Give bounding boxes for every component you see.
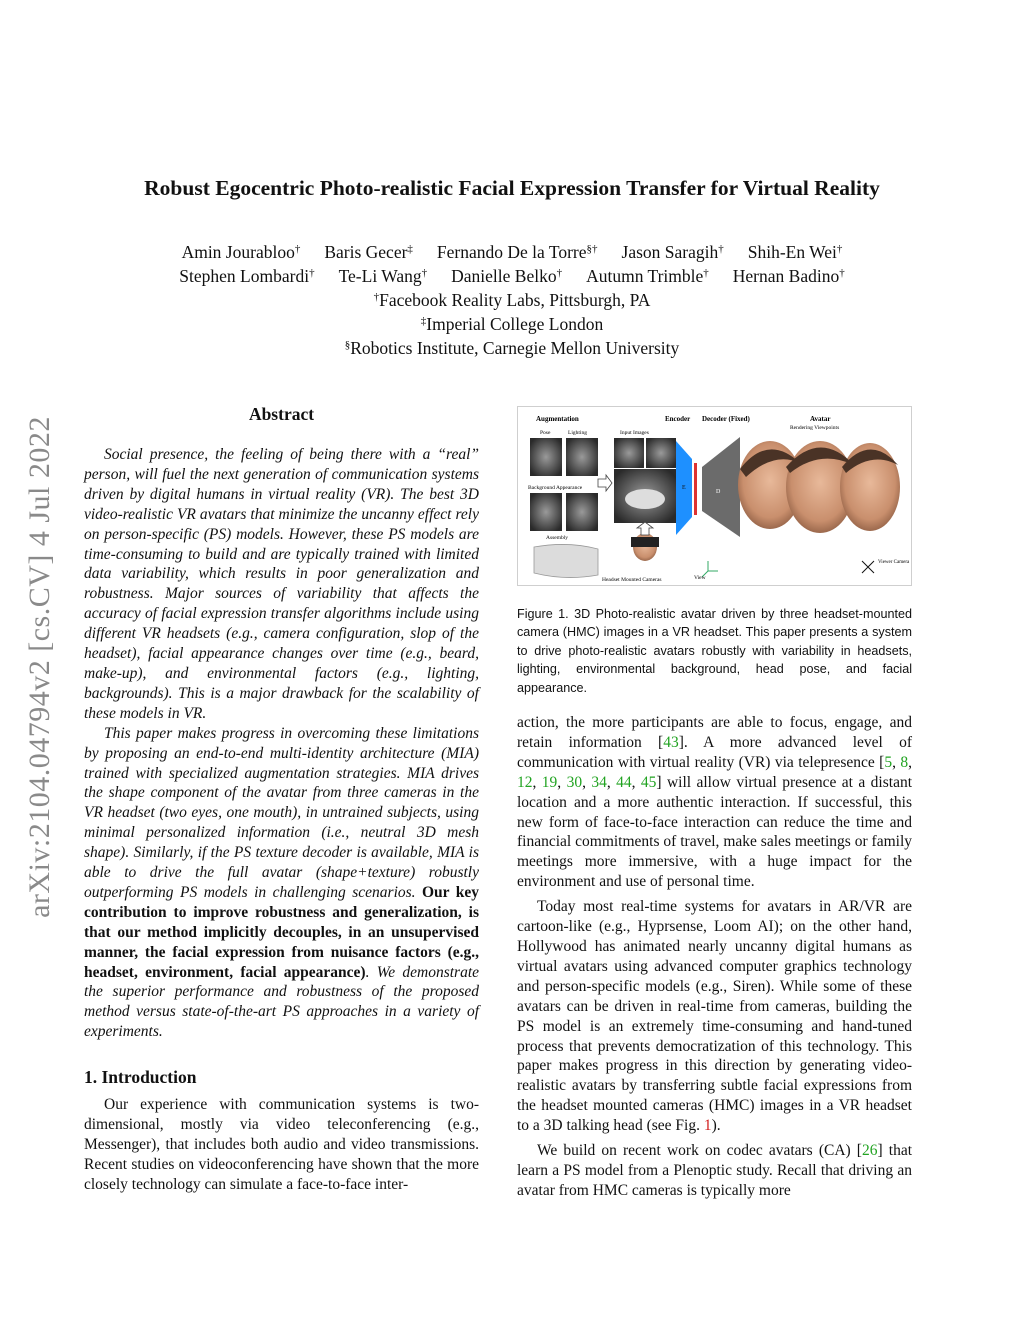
citation-link[interactable]: 30 xyxy=(566,773,583,791)
abstract-paragraph: This paper makes progress in overcoming these limitations by proposing an end-to-end multi-identity architecture (MIA) trained with specialized augmentation strategies. MIA drives the shape component of the avatar from three cameras in the VR headset (two eyes, one mouth), in untrained subjects, using minimal personalized information (i.e., neutral 3D mesh shape). Similarly, if the PS texture decoder is available, MIA is able to drive the full avatar (shape+texture) robustly outperforming PS models in challenging scenarios. Our key contribution to improve robustness and generalization, is that our method implicitly decouples, in an unsupervised manner, the facial expression from nuisance factors (e.g., headset, environment, facial appearance). We demonstrate the superior performance and robustness of the proposed method versus state-of-the-art PS approaches in a variety of experiments. xyxy=(84,724,480,1041)
label-avatar: Avatar xyxy=(810,415,831,423)
abstract-heading: Abstract xyxy=(248,404,315,424)
label-input-images: Input Images xyxy=(620,430,649,436)
citation-link[interactable]: 8 xyxy=(900,753,909,771)
label-d: D xyxy=(716,489,721,495)
right-column-body xyxy=(517,713,912,1201)
author: Amin Jourabloo† xyxy=(181,242,301,262)
decoder-block xyxy=(702,437,740,537)
section-heading-introduction: 1. Introduction xyxy=(84,1067,197,1087)
body-paragraph: We build on recent work on codec avatars (CA) [26] that learn a PS model from a Plenoptic study. Recall that driving an avatar from HMC cameras is typically more xyxy=(517,1142,913,1199)
label-assembly: Assembly xyxy=(546,535,568,541)
abstract-paragraph: Social presence, the feeling of being there with a “real” person, will fuel the next generation of communication systems driven by digital humans in virtual reality (VR). The best 3D video-realistic VR avatars that minimize the uncanny effect rely on person-specific (PS) models. However, these PS models are time-consuming to build and are typically trained with limited data variability, which results in poor generalization and robustness. Major sources of variability that affects the accuracy of facial expression transfer algorithms include using different VR headsets (e.g., camera configuration, slop of the headset), facial appearance changes over time (e.g., beard, make-up), and environmental factors (e.g., lighting, backgrounds). This is a major drawback for the scalability of these models in VR. xyxy=(84,446,479,722)
author: Danielle Belko† xyxy=(451,266,563,286)
aug-background-image xyxy=(530,493,562,531)
label-encoder: Encoder xyxy=(665,415,691,423)
intro-paragraph: Our experience with communication systems is two-dimensional, mostly via video teleconferencing (e.g., Messenger), that includes both audio and video transmissions. Recent studies on videoconferencing have shown that the more closely technology can simulate a face-to-face inter- xyxy=(84,1096,479,1193)
affiliation: †Facebook Reality Labs, Pittsburgh, PA xyxy=(373,290,651,310)
affiliation: §Robotics Institute, Carnegie Mellon University xyxy=(344,338,680,358)
body-paragraph: action, the more participants are able to focus, engage, and retain information [43]. A more advanced level of communication with virtual reality (VR) via telepresence [5, 8, 12, 19, 30, 34, 44, 45] will allow virtual presence at a distant location and a more authentic interaction. If successful, this new form of face-to-face interaction can reduce the time and financial commitments of travel, make sales meetings or family meetings more immersive, with a huge impact for the environment and use of personal time. xyxy=(517,714,913,891)
label-lighting: Lighting xyxy=(568,430,587,436)
label-pose: Pose xyxy=(540,430,551,436)
hmc-person-headset xyxy=(631,537,659,547)
figure-caption: Figure 1. 3D Photo-realistic avatar driven by three headset-mounted camera (HMC) images in a VR headset. This paper presents a system to drive photo-realistic avatars robustly with variability in headsets, lighting, environmental background, head pose, and facial appearance. xyxy=(517,607,912,695)
author-row-2 xyxy=(60,264,964,288)
abstract-body xyxy=(84,445,479,1042)
latent-code xyxy=(694,463,697,515)
citation-link[interactable]: 12 xyxy=(517,773,533,791)
label-e: E xyxy=(682,485,686,491)
viewer-camera-icon xyxy=(862,561,874,573)
citation-link[interactable]: 19 xyxy=(541,773,558,791)
arrow-up-to-input xyxy=(637,522,653,535)
arxiv-id-text: arXiv:2104.04794v2 [cs.CV] 4 Jul 2022 xyxy=(23,416,57,918)
paper-title: Robust Egocentric Photo-realistic Facial Expression Transfer for Virtual Reality xyxy=(144,176,880,200)
author: Shih-En Wei† xyxy=(747,242,843,262)
figure-diagram xyxy=(518,407,911,585)
label-decoder: Decoder (Fixed) xyxy=(702,415,750,423)
citation-link[interactable]: 43 xyxy=(663,733,679,751)
citation-link[interactable]: 5 xyxy=(884,753,893,771)
author: Stephen Lombardi† xyxy=(179,266,315,286)
author: Te-Li Wang† xyxy=(338,266,428,286)
vr-headset-shape xyxy=(534,544,598,577)
author: Autumn Trimble† xyxy=(586,266,709,286)
citation-link[interactable]: 26 xyxy=(861,1142,878,1160)
affiliation: ‡Imperial College London xyxy=(420,314,604,334)
author: Fernando De la Torre§† xyxy=(436,242,598,262)
author: Jason Saragih† xyxy=(621,242,724,262)
author-block xyxy=(60,240,964,360)
introduction-body xyxy=(84,1095,479,1195)
key-contribution: Our key contribution to improve robustness and generalization, is that our method implicitly decouples, in an unsupervised manner, the facial expression from nuisance factors (e.g., headset, environment, facial appearance) xyxy=(84,883,479,981)
label-viewer-camera: Viewer Camera xyxy=(878,560,910,565)
label-background-appearance: Background Appearance xyxy=(528,485,583,491)
figure-1 xyxy=(517,406,912,586)
citation-link[interactable]: 44 xyxy=(616,773,632,791)
aug-lighting-image xyxy=(566,438,598,476)
input-left-eye xyxy=(614,438,644,468)
arxiv-identifier xyxy=(12,372,68,962)
label-augmentation: Augmentation xyxy=(536,415,579,423)
aug-pose-image xyxy=(530,438,562,476)
label-hmc: Headset Mounted Cameras xyxy=(602,577,662,583)
figure-link[interactable]: 1 xyxy=(703,1117,712,1135)
body-paragraph: Today most real-time systems for avatars in AR/VR are cartoon-like (e.g., Hyprsense, Loom AI); on the other hand, Hollywood has animated nearly uncanny digital humans as virtual avatars using advanced computer graphics technology and person-specific models (e.g., Siren). While some of these avatars can be driven in real-time from cameras, building the PS model is an extremely time-consuming and hand-tuned process that prevents democratization of this technology. This paper makes progress in this direction by generating video-realistic avatars by transferring subtle facial expressions from the headset mounted cameras (HMC) images in a VR headset to a 3D talking head (see Fig. 1). xyxy=(517,898,912,1135)
label-rendering-viewpoints: Rendering Viewpoints xyxy=(790,425,840,431)
author-row-1 xyxy=(60,240,964,264)
arrow-to-input xyxy=(598,475,612,491)
input-mouth-lips xyxy=(625,489,665,509)
citation-link[interactable]: 34 xyxy=(591,773,607,791)
citation-link[interactable]: 45 xyxy=(640,773,657,791)
aug-appearance-image xyxy=(566,493,598,531)
label-view: View xyxy=(694,575,706,581)
input-right-eye xyxy=(646,438,676,468)
author: Baris Gecer‡ xyxy=(324,242,413,262)
author: Hernan Badino† xyxy=(732,266,845,286)
